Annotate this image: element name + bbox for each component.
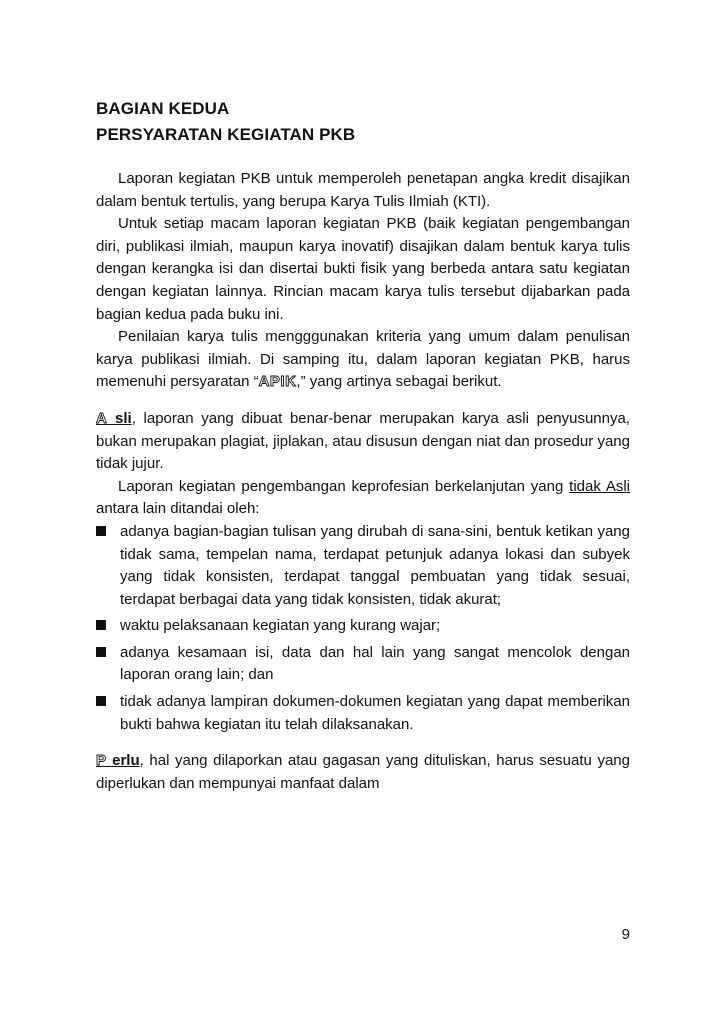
square-bullet-icon <box>96 696 106 706</box>
paragraph-1: Laporan kegiatan PKB untuk memperoleh penetapan angka kredit disajikan dalam bentuk tertulis, yang berupa Karya Tulis Ilmiah (KTI). <box>96 170 630 210</box>
perlu-term <box>96 752 140 769</box>
document-page <box>96 96 630 795</box>
asli-definition <box>96 408 630 476</box>
list-item-text: tidak adanya lampiran dokumen-dokumen kegiatan yang dapat memberikan bukti bahwa kegiatan itu telah dilaksanakan. <box>120 693 630 733</box>
asli-indicator-list <box>96 521 630 736</box>
perlu-definition-text: , hal yang dilaporkan atau gagasan yang dituliskan, harus sesuatu yang diperlukan dan mempunyai manfaat dalam <box>96 752 630 792</box>
paragraph-3-text-after: ,” yang artinya sebagai berikut. <box>296 373 502 391</box>
square-bullet-icon <box>96 647 106 657</box>
list-item-text: waktu pelaksanaan kegiatan yang kurang wajar; <box>120 617 441 635</box>
list-item-text: adanya kesamaan isi, data dan hal lain yang sangat mencolok dengan laporan orang lain; dan <box>120 643 630 684</box>
paragraph-3 <box>96 326 630 394</box>
list-item <box>96 615 630 638</box>
page-number: 9 <box>621 926 630 943</box>
asli-intro <box>96 476 630 521</box>
square-bullet-icon <box>96 526 106 536</box>
asli-term-rest: sli <box>107 409 132 427</box>
paragraph-2: Untuk setiap macam laporan kegiatan PKB (baik kegiatan pengembangan diri, publikasi ilmiah, maupun karya inovatif) disajikan dalam bentuk karya tulis dengan kerangka isi dan disertai bukti fisik yang berbeda antara satu kegiatan dengan kegiatan lainnya. Rincian macam karya tulis tersebut dijabarkan pada bagian kedua pada buku ini. <box>96 215 630 323</box>
asli-definition-text: , laporan yang dibuat benar-benar merupakan karya asli penyusunnya, bukan merupakan plagiat, jiplakan, atau disusun dengan niat dan prosedur yang tidak jujur. <box>96 409 630 473</box>
list-item <box>96 521 630 611</box>
apik-keyword: APIK <box>258 373 297 391</box>
list-item-text: adanya bagian-bagian tulisan yang dirubah di sana-sini, bentuk ketikan yang tidak sama, tempelan nama, terdapat petunjuk adanya lokasi dan subyek yang tidak konsisten, terdapat tanggal pembuatan yang tidak sesuai, terdapat berbagai data yang tidak konsisten, tidak akurat; <box>120 522 630 608</box>
list-item <box>96 691 630 736</box>
paragraph-3-text-before: Penilaian karya tulis mengggunakan kriteria yang umum dalam penulisan karya publikasi ilmiah. Di samping itu, dalam laporan kegiatan PKB, harus memenuhi persyaratan “ <box>96 328 630 391</box>
asli-intro-rest: antara lain ditandai oleh: <box>96 500 260 518</box>
perlu-initial: P <box>96 752 107 770</box>
section-heading <box>96 96 630 148</box>
asli-intro-underlined: tidak Asli <box>569 477 631 495</box>
square-bullet-icon <box>96 620 106 630</box>
asli-initial: A <box>96 409 108 427</box>
asli-intro-line: Laporan kegiatan pengembangan keprofesian berkelanjutan yang <box>118 477 564 495</box>
heading-line-2: PERSYARATAN KEGIATAN PKB <box>96 125 356 144</box>
asli-term <box>96 410 132 427</box>
list-item <box>96 642 630 687</box>
perlu-term-rest: erlu <box>106 752 140 770</box>
perlu-definition <box>96 750 630 795</box>
heading-line-1: BAGIAN KEDUA <box>96 99 230 118</box>
